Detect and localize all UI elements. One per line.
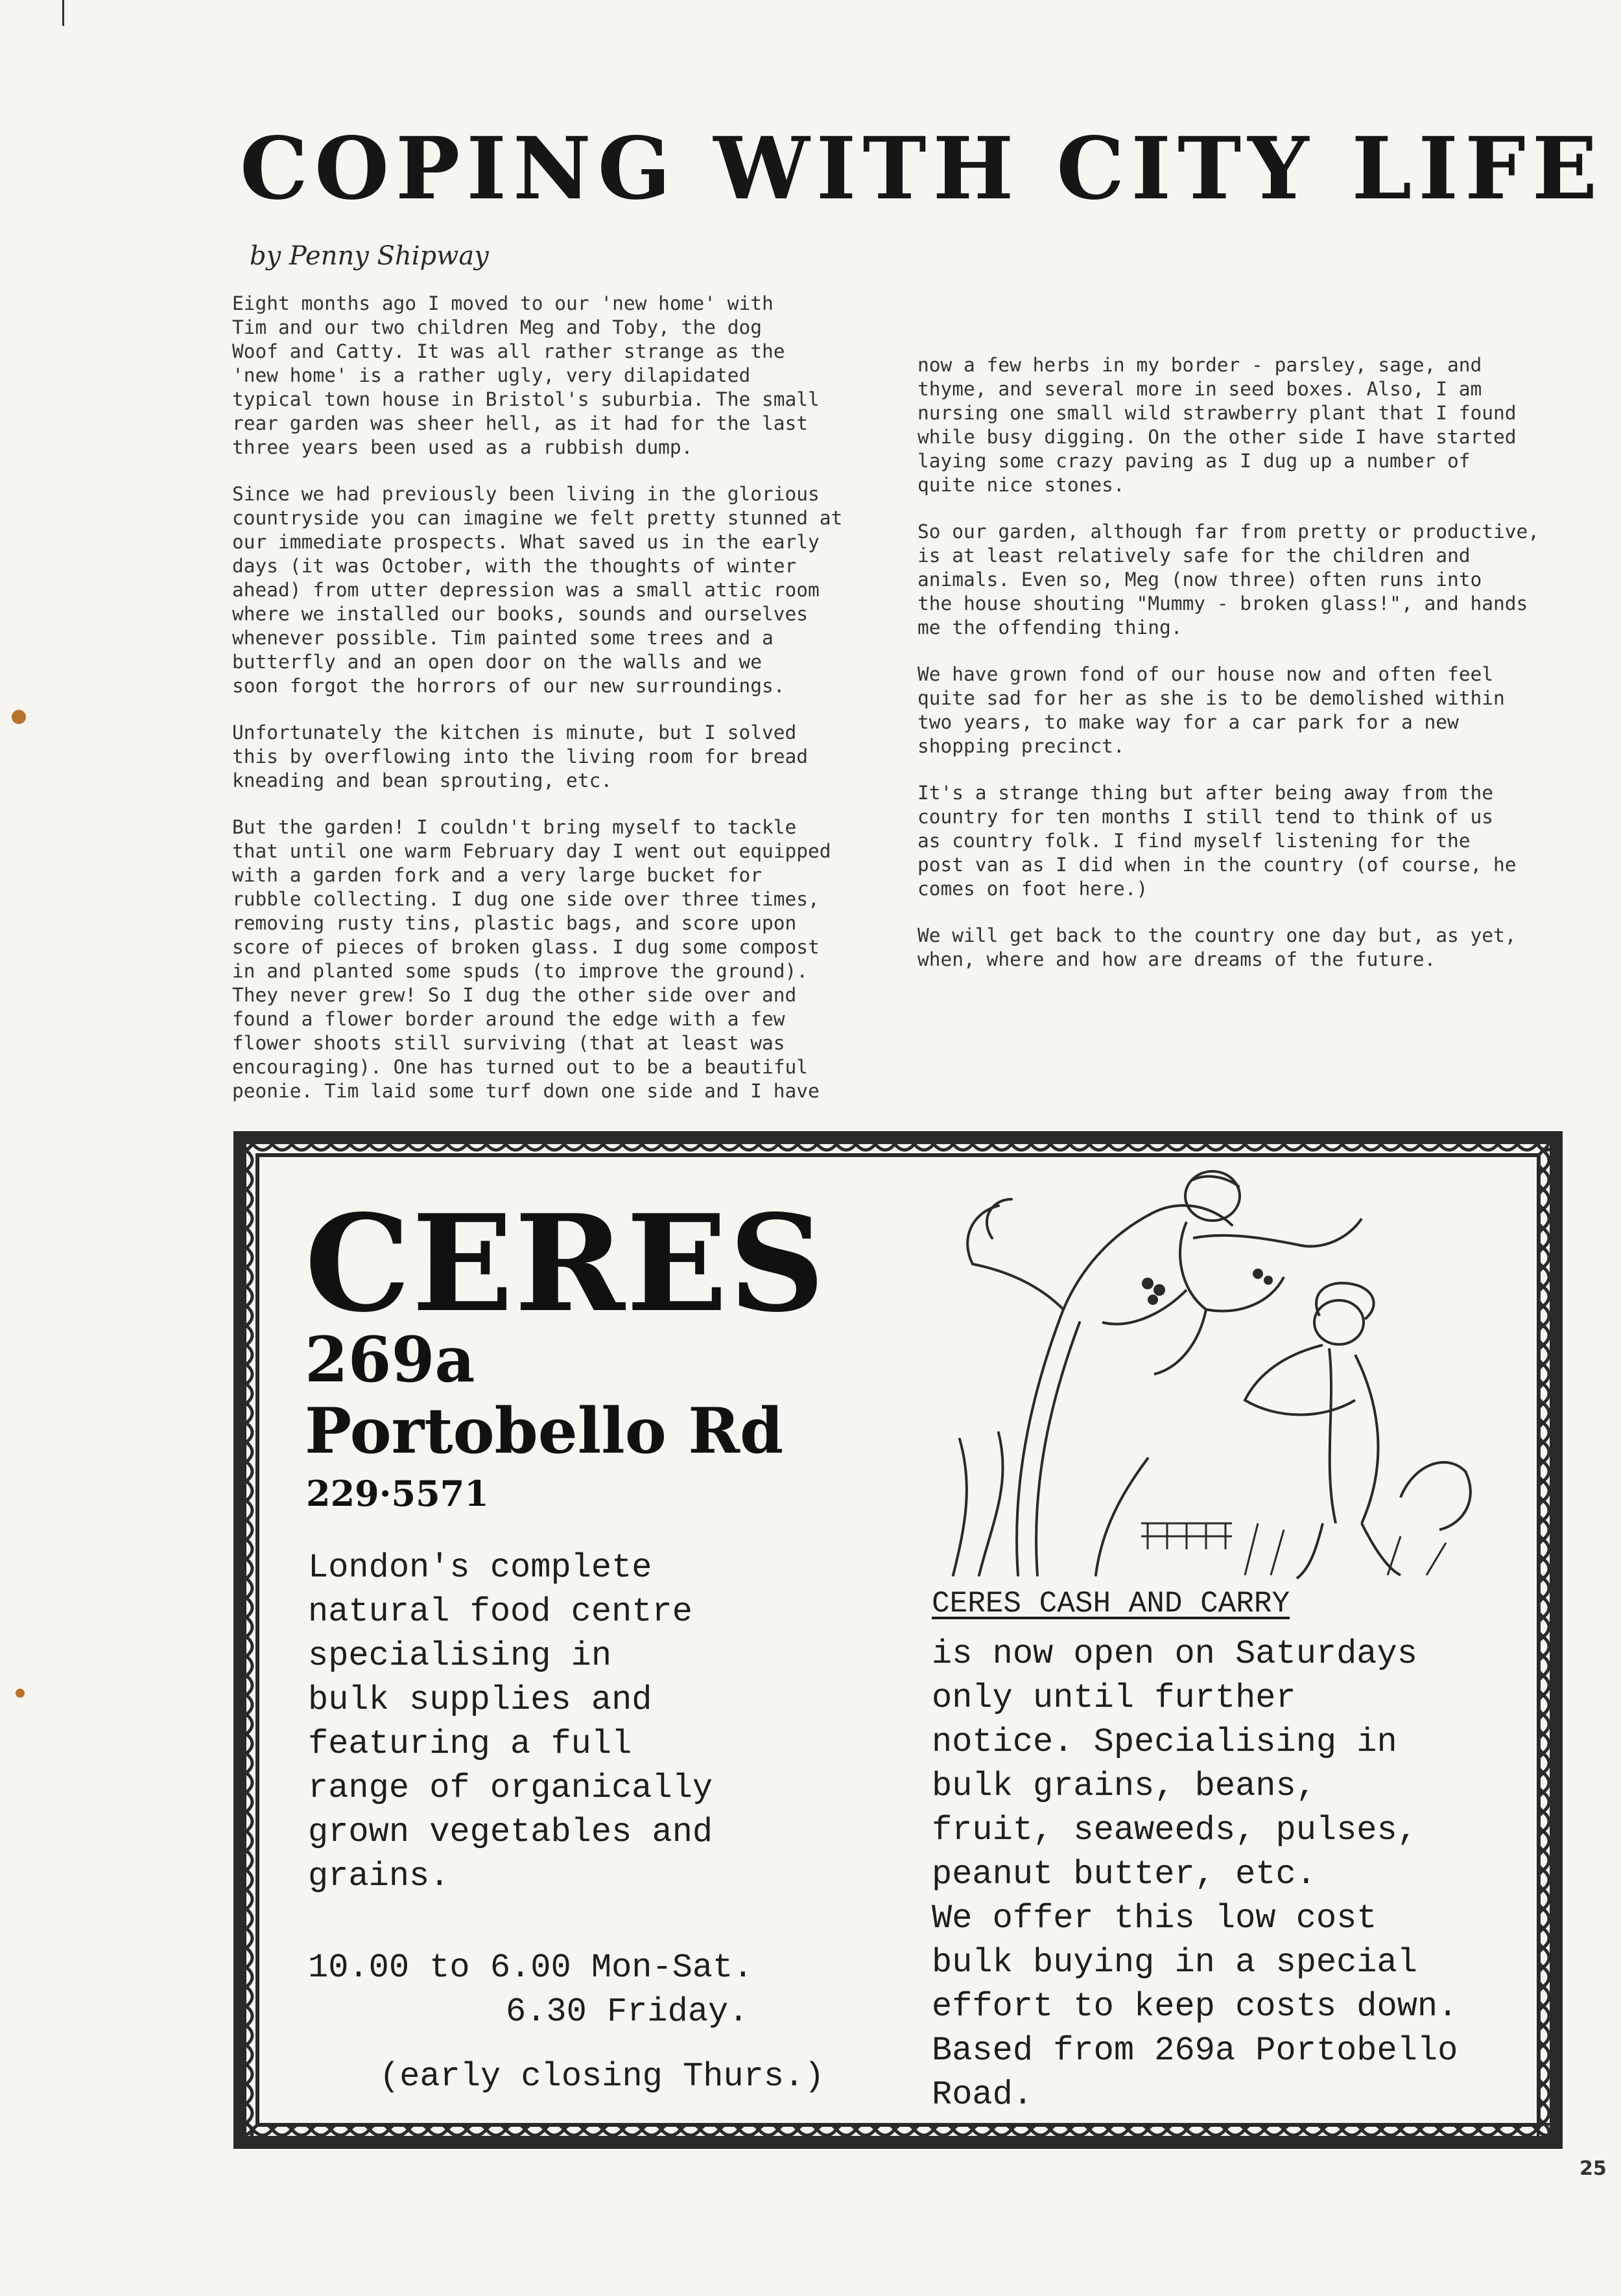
advert-cash-body: is now open on Saturdays only until further notice. Specialising in bulk grains, beans, fruit, seaweeds, pulses, peanut butter, etc. We offer this low cost bulk buying in a special effort to keep costs down. Based from 269a Portobello Road. (932, 1635, 1458, 2114)
article-paragraph: So our garden, although far from pretty or productive, is at least relatively safe for the children and animals. Even so, Meg (now three) often runs into the house shouting "Mummy - broken glass!", and hands me the offending thing. (917, 521, 1540, 638)
article-title: COPING WITH CITY LIFE (240, 119, 1604, 219)
article-byline: by Penny Shipway (250, 241, 489, 271)
page-edge-mark (62, 0, 64, 26)
stain-spot (16, 1689, 25, 1698)
advert-early-closing: (early closing Thurs.) (379, 2057, 825, 2096)
advert-name: CERES (305, 1186, 827, 1342)
article-paragraph: Eight months ago I moved to our 'new home' with Tim and our two children Meg and Toby, the dog Woof and Catty. It was all rather strange as the 'new home' is a rather ugly, very dilapidated typical town house in Bristol's suburbia. The small rear garden was sheer hell, as it had for the last three years been used as a rubbish dump. (232, 292, 820, 458)
advert-address-number: 269a (305, 1323, 475, 1396)
article-paragraph: We will get back to the country one day but, as yet, when, where and how are dreams of the future. (917, 924, 1517, 970)
advert-hours-friday: 6.30 Friday. (506, 1993, 749, 2031)
advert-hours-weekdays: 10.00 to 6.00 Mon-Sat. (308, 1949, 753, 1987)
article-paragraph: Unfortunately the kitchen is minute, but I solved this by overflowing into the living room for bread kneading and bean sprouting, etc. (232, 721, 809, 791)
article-paragraph: Since we had previously been living in the glorious countryside you can imagine we felt pretty stunned at our immediate prospects. What saved us in the early days (it was October, with the thoughts of winter ahead) from utter depression was a small attic room where we installed our books, sounds and ourselves whenever possible. Tim painted some trees and a butterfly and an open door on the walls and we soon forgot the horrors of our new surroundings. (232, 483, 843, 697)
advert-address-street: Portobello Rd (305, 1394, 784, 1468)
article-paragraph: now a few herbs in my border - parsley, sage, and thyme, and several more in seed boxes. Also, I am nursing one small wild strawberry plant that I found while busy digging. On the other side I have started laying some crazy paving as I dug up a number of quite nice stones. (917, 354, 1517, 496)
article-right-column (917, 353, 1572, 994)
article-paragraph: We have grown fond of our house now and often feel quite sad for her as she is to be demolished within two years, to make way for a car park for a new shopping precinct. (917, 663, 1505, 757)
article-left-column (232, 292, 893, 1126)
advert-cash-heading: CERES CASH AND CARRY (932, 1587, 1290, 1621)
article-paragraph: It's a strange thing but after being away from the country for ten months I still tend to think of us as country folk. I find myself listening for the post van as I did when in the country (of course, he comes on foot here.) (917, 782, 1517, 900)
stain-spot (12, 710, 26, 724)
advert-phone: 229·5571 (306, 1473, 489, 1514)
article-paragraph: But the garden! I couldn't bring myself to tackle that until one warm February day I went out equipped with a garden fork and a very large bucket for rubble collecting. I dug one side over three times, removing rusty tins, plastic bags, and score upon score of pieces of broken glass. I dug some compost in and planted some spuds (to improve the ground). They never grew! So I dug the other side over and found a flower border around the edge with a few flower shoots still surviving (that at least was encouraging). One has turned out to be a beautiful peonie. Tim laid some turf down one side and I have (232, 816, 831, 1102)
page-number: 25 (1580, 2157, 1607, 2180)
children-picking-berries-illustration-icon (934, 1160, 1491, 1588)
advert-description: London's complete natural food centre specialising in bulk supplies and featuring a full range of organically grown vegetables and grains. (308, 1549, 713, 1895)
